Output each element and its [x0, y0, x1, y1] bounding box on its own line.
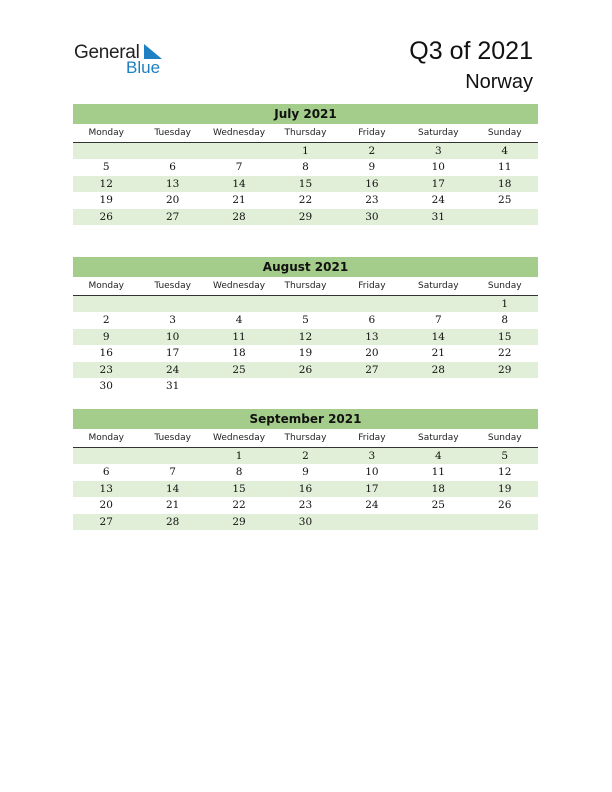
- day-cell: 4: [501, 145, 509, 157]
- day-cell: [472, 378, 538, 394]
- day-cell: 26: [498, 499, 512, 512]
- weekday-label: Sunday: [487, 128, 522, 138]
- day-cell: 14: [431, 330, 445, 343]
- day-cell: 25: [498, 194, 512, 207]
- day-cell: 15: [232, 482, 246, 495]
- day-cell: 14: [165, 482, 180, 495]
- day-cell: 12: [298, 330, 313, 343]
- day-cell: [73, 448, 139, 464]
- month-august: [73, 257, 538, 394]
- day-cell: 24: [365, 499, 379, 512]
- day-cell: 13: [365, 330, 379, 343]
- day-cell: 19: [298, 347, 313, 360]
- day-cell: 18: [431, 482, 445, 495]
- day-cell: 2: [102, 314, 110, 327]
- weekday-label: Friday: [358, 281, 386, 291]
- month-title: August 2021: [73, 257, 538, 277]
- week-row: [73, 481, 538, 497]
- day-cell: [139, 296, 205, 312]
- day-cell: [206, 296, 272, 312]
- weekday-label: Wednesday: [213, 281, 266, 291]
- week-rows: [73, 448, 538, 530]
- day-cell: 1: [501, 298, 509, 310]
- day-cell: 16: [298, 482, 313, 495]
- day-cell: 7: [235, 161, 243, 174]
- weekday-label: Friday: [358, 433, 386, 443]
- week-row: [73, 514, 538, 530]
- day-cell: 6: [169, 161, 176, 174]
- day-cell: 2: [302, 450, 309, 462]
- week-row: [73, 448, 538, 464]
- month-september: [73, 409, 538, 530]
- day-cell: 5: [501, 450, 509, 462]
- weekday-label: Thursday: [284, 281, 327, 291]
- generalblue-logo: [74, 42, 174, 78]
- day-cell: 15: [498, 330, 512, 343]
- day-cell: 25: [232, 363, 246, 376]
- week-row: [73, 464, 538, 480]
- day-cell: 19: [99, 194, 113, 207]
- weekday-label: Monday: [88, 128, 124, 138]
- day-cell: 27: [99, 515, 113, 528]
- weekday-label: Friday: [358, 128, 386, 138]
- day-cell: [73, 296, 139, 312]
- day-cell: [73, 143, 139, 159]
- day-cell: 3: [434, 145, 442, 157]
- day-cell: 13: [165, 177, 180, 190]
- weekday-label: Thursday: [284, 433, 327, 443]
- day-cell: [472, 514, 538, 530]
- weekday-label: Monday: [88, 433, 124, 443]
- weekday-header-row: [73, 277, 538, 296]
- weekday-label: Saturday: [418, 433, 459, 443]
- day-cell: 28: [165, 515, 180, 528]
- day-cell: 17: [165, 347, 180, 360]
- day-cell: 11: [498, 161, 512, 174]
- day-cell: [272, 296, 338, 312]
- day-cell: 23: [298, 499, 313, 512]
- week-row: [73, 143, 538, 159]
- day-cell: [472, 209, 538, 225]
- day-cell: 4: [235, 314, 243, 327]
- week-row: [73, 378, 538, 394]
- day-cell: 1: [235, 450, 243, 462]
- day-cell: 21: [232, 194, 246, 207]
- day-cell: 16: [365, 177, 379, 190]
- day-cell: 11: [232, 330, 246, 343]
- day-cell: 8: [235, 466, 243, 479]
- day-cell: 22: [498, 347, 512, 360]
- day-cell: 9: [302, 466, 309, 479]
- weekday-label: Tuesday: [154, 281, 191, 291]
- day-cell: [139, 448, 205, 464]
- day-cell: 17: [365, 482, 379, 495]
- day-cell: [206, 143, 272, 159]
- day-cell: [339, 378, 405, 394]
- day-cell: 10: [431, 161, 445, 174]
- day-cell: 18: [498, 177, 512, 190]
- day-cell: 7: [169, 466, 176, 479]
- day-cell: 29: [298, 210, 313, 223]
- day-cell: 28: [232, 210, 246, 223]
- weekday-label: Thursday: [284, 128, 327, 138]
- day-cell: [405, 378, 471, 394]
- weekday-label: Sunday: [487, 433, 522, 443]
- day-cell: 30: [99, 379, 113, 392]
- day-cell: 3: [368, 450, 376, 462]
- weekday-label: Sunday: [487, 281, 522, 291]
- weekday-header-row: [73, 124, 538, 143]
- week-row: [73, 159, 538, 175]
- day-cell: 11: [431, 466, 445, 479]
- logo-word-general: General: [74, 42, 140, 63]
- day-cell: 23: [99, 363, 113, 376]
- day-cell: [139, 143, 205, 159]
- day-cell: 23: [365, 194, 379, 207]
- weekday-label: Saturday: [418, 281, 459, 291]
- day-cell: 6: [102, 466, 110, 479]
- day-cell: [206, 378, 272, 394]
- week-row: [73, 209, 538, 225]
- day-cell: 20: [99, 499, 113, 512]
- day-cell: [339, 296, 405, 312]
- weekday-label: Tuesday: [154, 433, 191, 443]
- day-cell: 14: [232, 177, 246, 190]
- day-cell: 30: [365, 210, 379, 223]
- day-cell: 24: [165, 363, 180, 376]
- day-cell: 26: [298, 363, 313, 376]
- day-cell: 31: [431, 210, 445, 223]
- day-cell: 4: [434, 450, 442, 462]
- logo-word-blue: Blue: [126, 58, 161, 77]
- day-cell: 22: [298, 194, 313, 207]
- weekday-label: Tuesday: [154, 128, 191, 138]
- week-row: [73, 192, 538, 208]
- week-row: [73, 362, 538, 378]
- month-title: July 2021: [73, 104, 538, 124]
- day-cell: 29: [232, 515, 246, 528]
- day-cell: 10: [365, 466, 379, 479]
- day-cell: 19: [498, 482, 512, 495]
- day-cell: 27: [165, 210, 180, 223]
- weekday-label: Saturday: [418, 128, 459, 138]
- day-cell: 29: [498, 363, 512, 376]
- day-cell: 16: [99, 347, 113, 360]
- day-cell: 2: [368, 145, 376, 157]
- day-cell: 9: [368, 161, 376, 174]
- day-cell: 6: [368, 314, 376, 327]
- week-row: [73, 296, 538, 312]
- day-cell: 26: [99, 210, 113, 223]
- week-row: [73, 345, 538, 361]
- day-cell: [272, 378, 338, 394]
- day-cell: 7: [434, 314, 442, 327]
- day-cell: [405, 296, 471, 312]
- day-cell: 20: [165, 194, 180, 207]
- day-cell: 10: [165, 330, 180, 343]
- week-row: [73, 312, 538, 328]
- day-cell: 13: [99, 482, 113, 495]
- month-title: September 2021: [73, 409, 538, 429]
- day-cell: 31: [165, 379, 180, 392]
- month-july: [73, 104, 538, 225]
- page-title: Q3 of 2021: [409, 37, 533, 65]
- weekday-label: Wednesday: [213, 128, 266, 138]
- weekday-label: Wednesday: [213, 433, 266, 443]
- day-cell: 18: [232, 347, 246, 360]
- day-cell: 30: [298, 515, 313, 528]
- week-row: [73, 497, 538, 513]
- week-rows: [73, 143, 538, 225]
- day-cell: [405, 514, 471, 530]
- day-cell: 25: [431, 499, 445, 512]
- day-cell: 21: [431, 347, 445, 360]
- weekday-header-row: [73, 429, 538, 448]
- day-cell: 8: [501, 314, 509, 327]
- day-cell: 5: [302, 314, 309, 327]
- day-cell: 28: [431, 363, 445, 376]
- day-cell: 1: [302, 145, 309, 157]
- day-cell: 27: [365, 363, 379, 376]
- day-cell: 21: [165, 499, 180, 512]
- day-cell: 9: [102, 330, 110, 343]
- day-cell: 12: [99, 177, 113, 190]
- day-cell: 20: [365, 347, 379, 360]
- day-cell: 8: [302, 161, 309, 174]
- day-cell: 17: [431, 177, 445, 190]
- day-cell: 3: [169, 314, 176, 327]
- day-cell: 24: [431, 194, 445, 207]
- weekday-label: Monday: [88, 281, 124, 291]
- day-cell: [339, 514, 405, 530]
- day-cell: 15: [298, 177, 313, 190]
- week-row: [73, 329, 538, 345]
- week-row: [73, 176, 538, 192]
- country-name: Norway: [465, 71, 533, 93]
- week-rows: [73, 296, 538, 394]
- day-cell: 12: [498, 466, 512, 479]
- day-cell: 5: [102, 161, 110, 174]
- day-cell: 22: [232, 499, 246, 512]
